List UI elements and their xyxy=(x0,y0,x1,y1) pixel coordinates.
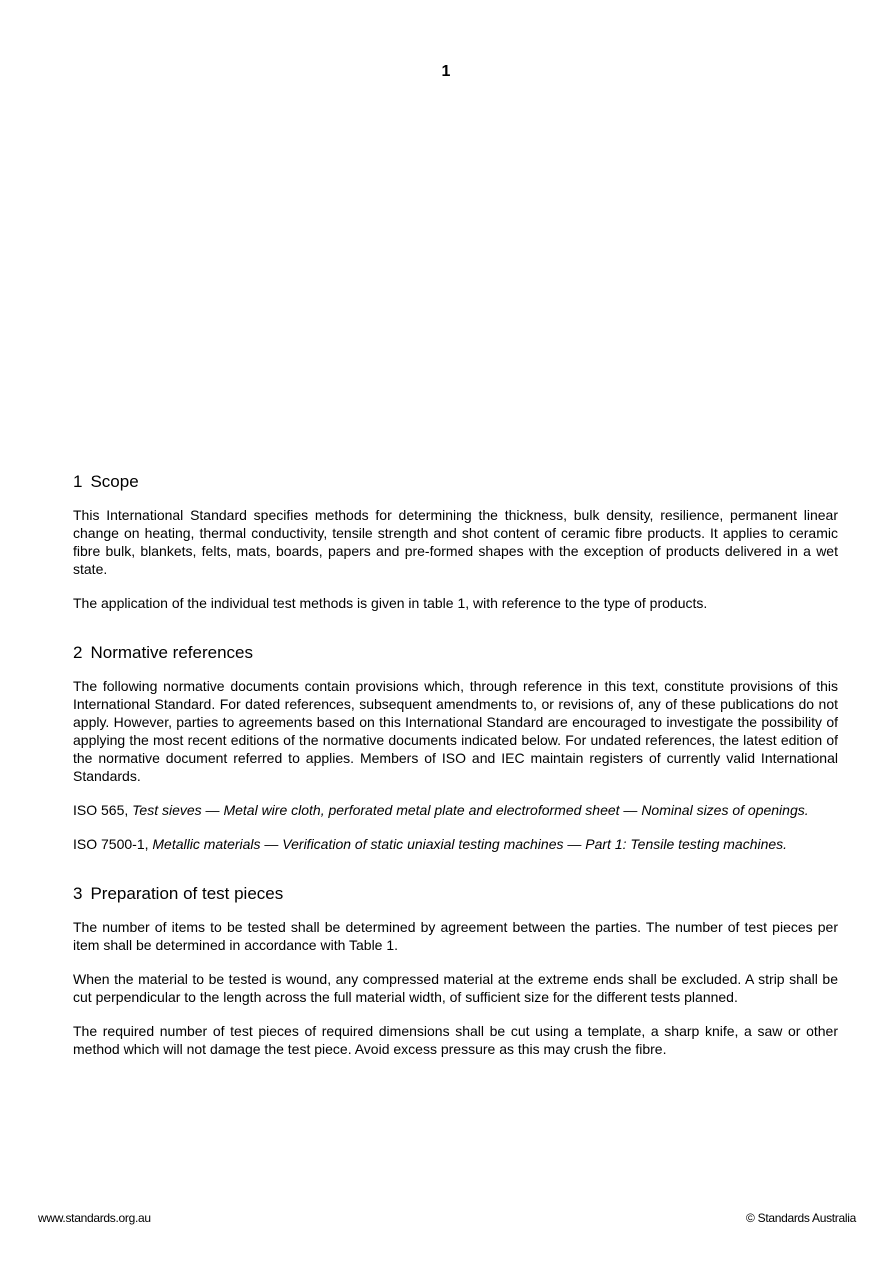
section-number: 2 xyxy=(73,643,83,662)
paragraph: When the material to be tested is wound, any compressed material at the extreme ends shall be excluded. A strip shall be cut perpendicular to the length across the full material width, of sufficient size for the different tests planned. xyxy=(73,971,838,1005)
section-heading-scope xyxy=(73,472,838,492)
footer-website: www.standards.org.au xyxy=(38,1211,151,1225)
paragraph: The application of the individual test methods is given in table 1, with reference to the type of products. xyxy=(73,595,708,611)
reference-title: Test sieves — Metal wire cloth, perforated metal plate and electroformed sheet — Nominal sizes of openings. xyxy=(132,802,809,818)
section-title: Scope xyxy=(90,472,139,491)
paragraph: The required number of test pieces of required dimensions shall be cut using a template, a sharp knife, a saw or other method which will not damage the test piece. Avoid excess pressure as this may crush the fibre. xyxy=(73,1023,838,1057)
section-heading-preparation xyxy=(73,884,838,904)
section-number: 1 xyxy=(73,472,83,491)
paragraph: This International Standard specifies methods for determining the thickness, bulk density, resilience, permanent linear change on heating, thermal conductivity, tensile strength and shot content of ceramic fibre products. It applies to ceramic fibre bulk, blankets, felts, mats, boards, papers and pre-formed shapes with the exception of products delivered in a wet state. xyxy=(73,507,838,577)
reference-item xyxy=(73,835,838,853)
paragraph: The following normative documents contain provisions which, through reference in this text, constitute provisions of this International Standard. For dated references, subsequent amendments to, or revisions of, any of these publications do not apply. However, parties to agreements based on this International Standard are encouraged to investigate the possibility of applying the most recent editions of the normative documents indicated below. For undated references, the latest edition of the normative document referred to applies. Members of ISO and IEC maintain registers of currently valid International Standards. xyxy=(73,678,838,784)
section-normative-references xyxy=(73,643,838,853)
page-number: 1 xyxy=(441,63,451,80)
paragraph: The number of items to be tested shall be determined by agreement between the parties. The number of test pieces per item shall be determined in accordance with Table 1. xyxy=(73,919,838,953)
reference-item xyxy=(73,801,838,819)
footer-copyright: © Standards Australia xyxy=(746,1211,856,1225)
section-scope xyxy=(73,472,838,612)
section-preparation xyxy=(73,884,838,1058)
section-heading-normative-references xyxy=(73,643,838,663)
section-title: Normative references xyxy=(90,643,253,662)
document-body xyxy=(73,472,838,1074)
reference-code: ISO 565, xyxy=(73,802,129,818)
section-title: Preparation of test pieces xyxy=(90,884,284,903)
reference-code: ISO 7500-1, xyxy=(73,836,149,852)
section-number: 3 xyxy=(73,884,83,903)
reference-title: Metallic materials — Verification of static uniaxial testing machines — Part 1: Tensile testing machines. xyxy=(152,836,788,852)
